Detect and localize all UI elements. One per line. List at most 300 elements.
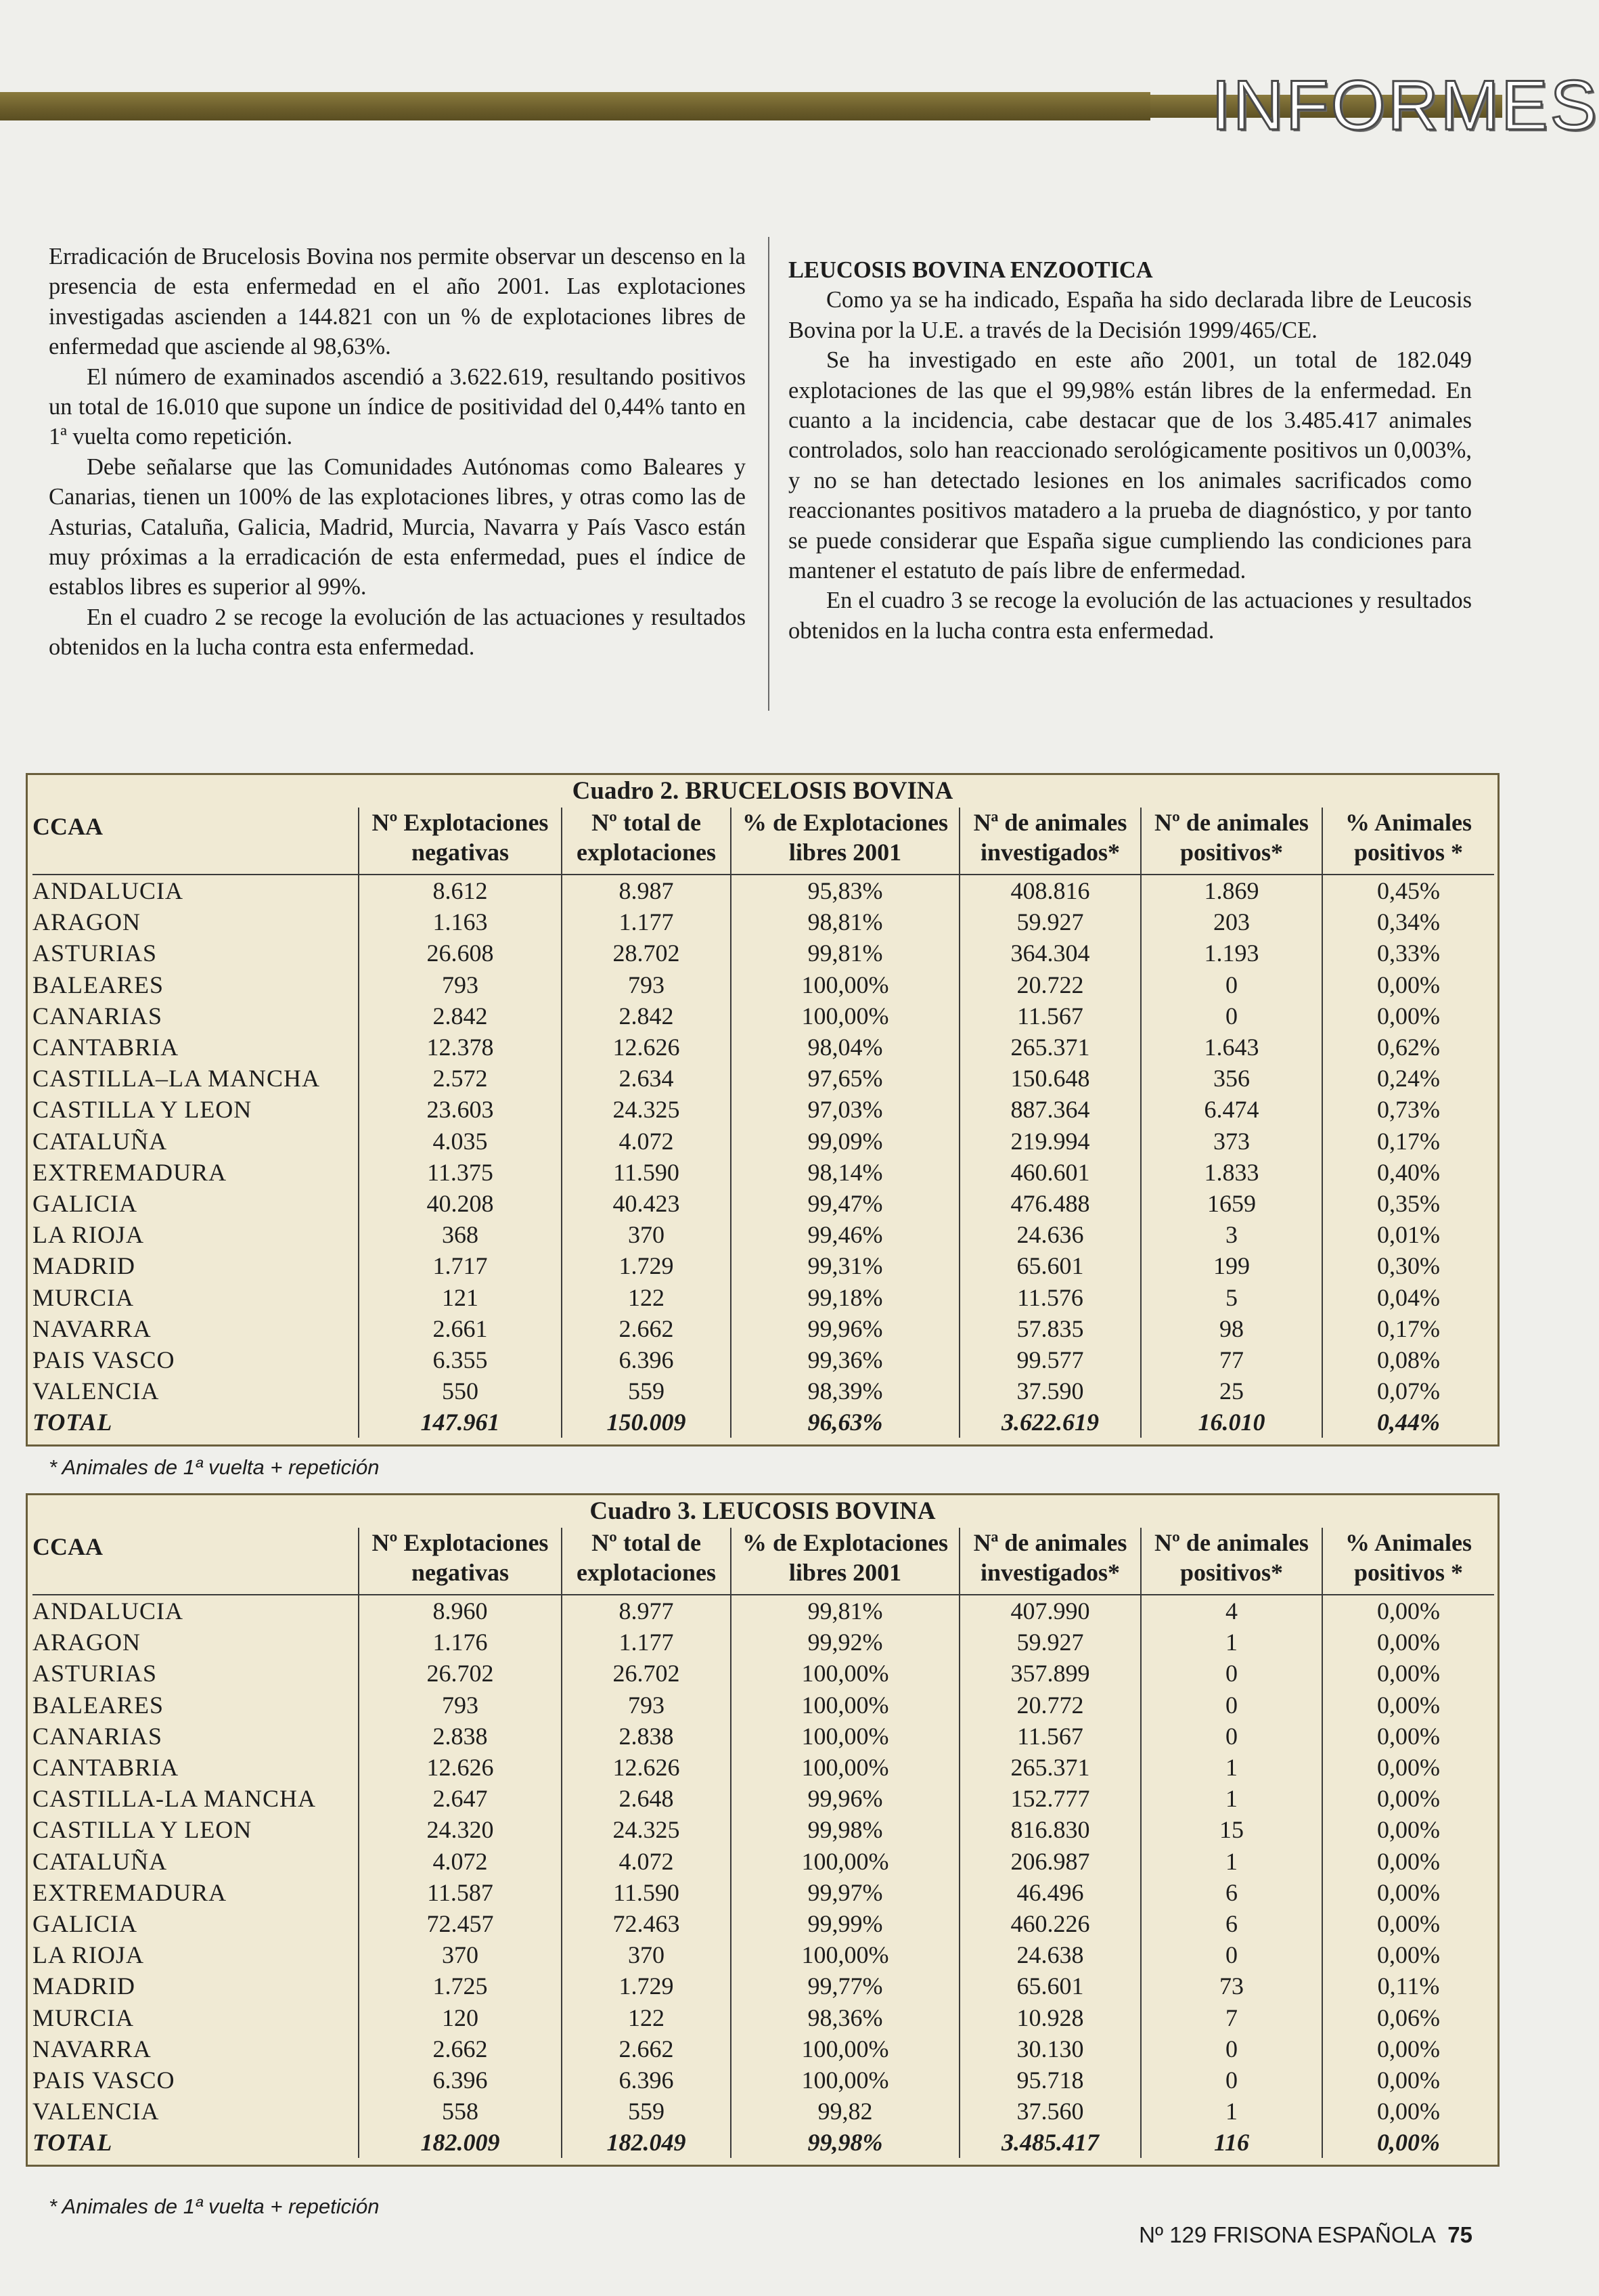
value-cell: 2.572: [359, 1063, 562, 1094]
value-cell: 1: [1141, 1783, 1322, 1814]
column-header-line: libres 2001: [788, 839, 902, 866]
value-cell: 2.648: [562, 1783, 731, 1814]
value-cell: 2.662: [562, 2033, 731, 2065]
value-cell: 1.177: [562, 906, 731, 937]
value-cell: 373: [1141, 1126, 1322, 1157]
value-cell: 120: [359, 2002, 562, 2033]
value-cell: 98,39%: [731, 1375, 960, 1407]
table-row: [32, 1063, 1494, 1094]
value-cell: 11.567: [960, 1000, 1141, 1032]
value-cell: 460.601: [960, 1157, 1141, 1188]
value-cell: 8.612: [359, 875, 562, 906]
column-header-line: Nº de animales: [1154, 1529, 1309, 1556]
value-cell: 2.842: [562, 1000, 731, 1032]
value-cell: 0,00%: [1322, 2127, 1494, 2158]
value-cell: 37.560: [960, 2096, 1141, 2127]
value-cell: 0,08%: [1322, 1344, 1494, 1375]
value-cell: 0,00%: [1322, 969, 1494, 1000]
value-cell: 1.717: [359, 1250, 562, 1281]
column-header-line: % Animales: [1345, 1529, 1472, 1556]
value-cell: 0,24%: [1322, 1063, 1494, 1094]
value-cell: 100,00%: [731, 1939, 960, 1970]
value-cell: 199: [1141, 1250, 1322, 1281]
table-row: [32, 875, 1494, 906]
value-cell: 99.577: [960, 1344, 1141, 1375]
region-cell: EXTREMADURA: [32, 1878, 227, 1906]
value-cell: 6.355: [359, 1344, 562, 1375]
column-header: [32, 808, 359, 875]
value-cell: 0,00%: [1322, 2065, 1494, 2096]
value-cell: 0: [1141, 1690, 1322, 1721]
region-cell: CATALUÑA: [32, 1847, 168, 1875]
value-cell: 0,34%: [1322, 906, 1494, 937]
column-header-line: Nº total de: [591, 1529, 701, 1556]
table-row: [32, 1814, 1494, 1845]
table-row: [32, 1032, 1494, 1063]
right-column: [788, 255, 1472, 646]
column-header: [731, 808, 960, 875]
publication-name: FRISONA ESPAÑOLA: [1213, 2222, 1435, 2247]
value-cell: 97,03%: [731, 1094, 960, 1125]
region-cell: PAIS VASCO: [32, 1346, 175, 1373]
value-cell: 10.928: [960, 2002, 1141, 2033]
column-header-line: investigados*: [980, 839, 1121, 866]
table-row: [32, 2033, 1494, 2065]
value-cell: 2.661: [359, 1313, 562, 1344]
left-paragraph: Erradicación de Brucelosis Bovina nos permite observar un descenso en la presencia de esta enfermedad en el año 2001. Las explotaciones investigadas ascienden a 144.821 con un % de explotaciones libres de enfermedad que asciende al 98,63%.: [49, 244, 746, 360]
value-cell: 1: [1141, 1752, 1322, 1783]
value-cell: 558: [359, 2096, 562, 2127]
value-cell: 7: [1141, 2002, 1322, 2033]
value-cell: 1659: [1141, 1188, 1322, 1219]
value-cell: 2.662: [359, 2033, 562, 2065]
value-cell: 3.622.619: [960, 1407, 1141, 1438]
value-cell: 99,47%: [731, 1188, 960, 1219]
value-cell: 99,98%: [731, 2127, 960, 2158]
table-row: [32, 1908, 1494, 1939]
value-cell: 356: [1141, 1063, 1322, 1094]
column-header-line: negativas: [411, 839, 509, 866]
value-cell: 1: [1141, 1627, 1322, 1658]
region-cell: CASTILLA Y LEON: [32, 1096, 252, 1124]
table-row: [32, 2065, 1494, 2096]
column-header-line: Nº total de: [591, 809, 701, 836]
region-cell: CANTABRIA: [32, 1034, 179, 1061]
region-cell: ASTURIAS: [32, 940, 158, 967]
column-header-line: positivos*: [1179, 1559, 1284, 1586]
region-cell: CANARIAS: [32, 1002, 163, 1030]
value-cell: 4: [1141, 1595, 1322, 1627]
value-cell: 23.603: [359, 1094, 562, 1125]
section-title: INFORMES: [1211, 66, 1599, 145]
column-header: [359, 1528, 562, 1595]
column-header-line: Nª de animales: [973, 809, 1127, 836]
value-cell: 6.396: [562, 1344, 731, 1375]
value-cell: 100,00%: [731, 969, 960, 1000]
value-cell: 370: [562, 1939, 731, 1970]
value-cell: 0,00%: [1322, 1752, 1494, 1783]
value-cell: 24.320: [359, 1814, 562, 1845]
table-row: [32, 1690, 1494, 1721]
header-band: [0, 92, 1150, 120]
value-cell: 550: [359, 1375, 562, 1407]
total-row: [32, 1407, 1494, 1438]
value-cell: 0,35%: [1322, 1188, 1494, 1219]
value-cell: 2.662: [562, 1313, 731, 1344]
right-paragraph: En el cuadro 3 se recoge la evolución de las actuaciones y resultados obtenidos en la lucha contra esta enfermedad.: [788, 588, 1472, 644]
column-header: [562, 1528, 731, 1595]
region-cell: LA RIOJA: [32, 1941, 145, 1969]
value-cell: 150.009: [562, 1407, 731, 1438]
table-row: [32, 1126, 1494, 1157]
value-cell: 12.626: [562, 1032, 731, 1063]
value-cell: 16.010: [1141, 1407, 1322, 1438]
value-cell: 357.899: [960, 1658, 1141, 1689]
value-cell: 98,81%: [731, 906, 960, 937]
right-paragraph: Se ha investigado en este año 2001, un total de 182.049 explotaciones de las que el 99,98% están libres de la enfermedad. En cuanto a la incidencia, cabe destacar que de los 3.485.417 animales controlados, solo han reaccionado serológicamente positivos un 0,003%, y no se han detectado lesiones en los animales sacrificados como reaccionantes positivos matadero a la prueba de diagnóstico, y por tanto se puede considerar que España sigue cumpliendo las condiciones para mantener el estatuto de país libre de enfermedad.: [788, 347, 1472, 584]
table-row: [32, 2002, 1494, 2033]
value-cell: 99,99%: [731, 1908, 960, 1939]
value-cell: 24.325: [562, 1094, 731, 1125]
region-cell: MURCIA: [32, 2004, 135, 2031]
value-cell: 4.072: [359, 1846, 562, 1877]
value-cell: 11.576: [960, 1281, 1141, 1312]
value-cell: 122: [562, 1281, 731, 1312]
column-header: [731, 1528, 960, 1595]
value-cell: 476.488: [960, 1188, 1141, 1219]
region-cell: GALICIA: [32, 1189, 137, 1217]
value-cell: 0,00%: [1322, 1000, 1494, 1032]
value-cell: 1.193: [1141, 937, 1322, 969]
table-row: [32, 1281, 1494, 1312]
value-cell: 887.364: [960, 1094, 1141, 1125]
data-table: [32, 1528, 1494, 2158]
leucosis-heading: LEUCOSIS BOVINA ENZOOTICA: [788, 257, 1153, 283]
column-header: [1322, 808, 1494, 875]
value-cell: 77: [1141, 1344, 1322, 1375]
table-title: Cuadro 2. BRUCELOSIS BOVINA: [572, 777, 953, 805]
value-cell: 407.990: [960, 1595, 1141, 1627]
table-row: [32, 1970, 1494, 2002]
value-cell: 559: [562, 2096, 731, 2127]
value-cell: 0: [1141, 2065, 1322, 2096]
value-cell: 100,00%: [731, 1721, 960, 1752]
value-cell: 95.718: [960, 2065, 1141, 2096]
value-cell: 4.035: [359, 1126, 562, 1157]
value-cell: 0,00%: [1322, 1908, 1494, 1939]
region-cell: CANARIAS: [32, 1722, 163, 1750]
value-cell: 265.371: [960, 1032, 1141, 1063]
column-header-line: Nº Explotaciones: [371, 809, 549, 836]
value-cell: 370: [562, 1219, 731, 1250]
column-header-line: explotaciones: [577, 839, 716, 866]
value-cell: 206.987: [960, 1846, 1141, 1877]
region-cell: CATALUÑA: [32, 1127, 168, 1155]
value-cell: 219.994: [960, 1126, 1141, 1157]
value-cell: 99,09%: [731, 1126, 960, 1157]
value-cell: 1.177: [562, 1627, 731, 1658]
value-cell: 24.636: [960, 1219, 1141, 1250]
table-row: [32, 1157, 1494, 1188]
column-divider: [768, 237, 769, 711]
value-cell: 99,81%: [731, 937, 960, 969]
value-cell: 1.176: [359, 1627, 562, 1658]
value-cell: 11.567: [960, 1721, 1141, 1752]
value-cell: 28.702: [562, 937, 731, 969]
table-row: [32, 937, 1494, 969]
value-cell: 20.772: [960, 1690, 1141, 1721]
value-cell: 100,00%: [731, 1752, 960, 1783]
value-cell: 26.608: [359, 937, 562, 969]
value-cell: 0,00%: [1322, 2096, 1494, 2127]
value-cell: 100,00%: [731, 1658, 960, 1689]
value-cell: 4.072: [562, 1126, 731, 1157]
column-header: [960, 1528, 1141, 1595]
value-cell: 0,44%: [1322, 1407, 1494, 1438]
value-cell: 100,00%: [731, 1000, 960, 1032]
value-cell: 0: [1141, 1721, 1322, 1752]
value-cell: 100,00%: [731, 1690, 960, 1721]
column-header-line: Nª de animales: [973, 1529, 1127, 1556]
table-row: [32, 1877, 1494, 1908]
table-row: [32, 1783, 1494, 1814]
value-cell: 8.977: [562, 1595, 731, 1627]
value-cell: 59.927: [960, 1627, 1141, 1658]
column-header: [1322, 1528, 1494, 1595]
value-cell: 99,96%: [731, 1313, 960, 1344]
region-cell: BALEARES: [32, 1691, 164, 1719]
value-cell: 0,00%: [1322, 1939, 1494, 1970]
value-cell: 8.987: [562, 875, 731, 906]
value-cell: 0,11%: [1322, 1970, 1494, 2002]
table-row: [32, 1627, 1494, 1658]
value-cell: 99,96%: [731, 1783, 960, 1814]
column-header: [562, 808, 731, 875]
region-cell: CANTABRIA: [32, 1754, 179, 1782]
region-cell: NAVARRA: [32, 1315, 152, 1342]
value-cell: 11.375: [359, 1157, 562, 1188]
issue-number: Nº 129: [1139, 2222, 1207, 2247]
value-cell: 6.396: [359, 2065, 562, 2096]
region-cell: PAIS VASCO: [32, 2066, 175, 2094]
value-cell: 1: [1141, 2096, 1322, 2127]
value-cell: 460.226: [960, 1908, 1141, 1939]
value-cell: 370: [359, 1939, 562, 1970]
value-cell: 73: [1141, 1970, 1322, 2002]
value-cell: 25: [1141, 1375, 1322, 1407]
region-cell: ANDALUCIA: [32, 877, 183, 905]
table-row: [32, 1219, 1494, 1250]
value-cell: 0,00%: [1322, 1814, 1494, 1845]
value-cell: 99,82: [731, 2096, 960, 2127]
value-cell: 40.208: [359, 1188, 562, 1219]
value-cell: 65.601: [960, 1250, 1141, 1281]
value-cell: 1.729: [562, 1250, 731, 1281]
value-cell: 152.777: [960, 1783, 1141, 1814]
value-cell: 0,45%: [1322, 875, 1494, 906]
region-cell: ASTURIAS: [32, 1660, 158, 1687]
region-cell: TOTAL: [32, 2129, 113, 2157]
value-cell: 0,00%: [1322, 1846, 1494, 1877]
value-cell: 11.590: [562, 1877, 731, 1908]
region-cell: CASTILLA–LA MANCHA: [32, 1065, 321, 1092]
table-row: [32, 1846, 1494, 1877]
value-cell: 97,65%: [731, 1063, 960, 1094]
column-header: [1141, 1528, 1322, 1595]
column-header-line: Nº de animales: [1154, 809, 1309, 836]
value-cell: 559: [562, 1375, 731, 1407]
value-cell: 0,17%: [1322, 1313, 1494, 1344]
value-cell: 37.590: [960, 1375, 1141, 1407]
value-cell: 30.130: [960, 2033, 1141, 2065]
value-cell: 8.960: [359, 1595, 562, 1627]
table-footnote: * Animales de 1ª vuelta + repetición: [49, 1455, 380, 1479]
value-cell: 2.634: [562, 1063, 731, 1094]
column-header: [359, 808, 562, 875]
value-cell: 182.009: [359, 2127, 562, 2158]
value-cell: 265.371: [960, 1752, 1141, 1783]
table-row: [32, 1250, 1494, 1281]
table-brucelosis: [26, 773, 1500, 1447]
value-cell: 0,00%: [1322, 1658, 1494, 1689]
table-leucosis: [26, 1493, 1500, 2167]
value-cell: 0,62%: [1322, 1032, 1494, 1063]
column-header-line: positivos*: [1179, 839, 1284, 866]
value-cell: 40.423: [562, 1188, 731, 1219]
value-cell: 100,00%: [731, 2033, 960, 2065]
region-cell: MURCIA: [32, 1283, 135, 1311]
total-row: [32, 2127, 1494, 2158]
value-cell: 0,00%: [1322, 1877, 1494, 1908]
left-column: [49, 242, 746, 663]
value-cell: 793: [562, 969, 731, 1000]
column-header: [960, 808, 1141, 875]
column-header-line: explotaciones: [577, 1559, 716, 1586]
value-cell: 793: [359, 969, 562, 1000]
right-paragraph: Como ya se ha indicado, España ha sido declarada libre de Leucosis Bovina por la U.E. a través de la Decisión 1999/465/CE.: [788, 287, 1472, 343]
value-cell: 99,18%: [731, 1281, 960, 1312]
value-cell: 15: [1141, 1814, 1322, 1845]
value-cell: 408.816: [960, 875, 1141, 906]
value-cell: 98: [1141, 1313, 1322, 1344]
region-cell: VALENCIA: [32, 2098, 160, 2125]
page-folio: [1139, 2222, 1472, 2249]
value-cell: 99,97%: [731, 1877, 960, 1908]
column-header-line: negativas: [411, 1559, 509, 1586]
value-cell: 99,31%: [731, 1250, 960, 1281]
value-cell: 116: [1141, 2127, 1322, 2158]
table-row: [32, 1721, 1494, 1752]
value-cell: 98,04%: [731, 1032, 960, 1063]
region-cell: BALEARES: [32, 971, 164, 998]
table-title: Cuadro 3. LEUCOSIS BOVINA: [589, 1497, 936, 1525]
column-header: [32, 1528, 359, 1595]
region-cell: VALENCIA: [32, 1377, 160, 1405]
value-cell: 100,00%: [731, 1846, 960, 1877]
value-cell: 24.325: [562, 1814, 731, 1845]
value-cell: 12.378: [359, 1032, 562, 1063]
left-paragraph: El número de examinados ascendió a 3.622.619, resultando positivos un total de 16.010 que supone un índice de positividad del 0,44% tanto en 1ª vuelta como repetición.: [49, 363, 746, 450]
value-cell: 98,14%: [731, 1157, 960, 1188]
value-cell: 1.833: [1141, 1157, 1322, 1188]
column-header-line: CCAA: [32, 1533, 103, 1560]
value-cell: 0,00%: [1322, 2033, 1494, 2065]
value-cell: 0,01%: [1322, 1219, 1494, 1250]
value-cell: 150.648: [960, 1063, 1141, 1094]
table-row: [32, 1595, 1494, 1627]
value-cell: 2.838: [562, 1721, 731, 1752]
column-header-line: positivos *: [1353, 839, 1464, 866]
value-cell: 26.702: [359, 1658, 562, 1689]
column-header-line: libres 2001: [788, 1559, 902, 1586]
value-cell: 46.496: [960, 1877, 1141, 1908]
left-paragraph: En el cuadro 2 se recoge la evolución de las actuaciones y resultados obtenidos en la lucha contra esta enfermedad.: [49, 604, 746, 661]
value-cell: 59.927: [960, 906, 1141, 937]
value-cell: 0: [1141, 1000, 1322, 1032]
value-cell: 6: [1141, 1877, 1322, 1908]
value-cell: 11.590: [562, 1157, 731, 1188]
value-cell: 122: [562, 2002, 731, 2033]
value-cell: 0,07%: [1322, 1375, 1494, 1407]
page-number: 75: [1447, 2222, 1472, 2247]
data-table: [32, 808, 1494, 1438]
value-cell: 0: [1141, 1658, 1322, 1689]
value-cell: 1.729: [562, 1970, 731, 2002]
table-row: [32, 1939, 1494, 1970]
column-header-line: % de Explotaciones: [742, 1529, 948, 1556]
value-cell: 0,17%: [1322, 1126, 1494, 1157]
value-cell: 0: [1141, 2033, 1322, 2065]
value-cell: 99,36%: [731, 1344, 960, 1375]
region-cell: EXTREMADURA: [32, 1158, 227, 1186]
table-row: [32, 1752, 1494, 1783]
value-cell: 6: [1141, 1908, 1322, 1939]
value-cell: 0,73%: [1322, 1094, 1494, 1125]
table-row: [32, 1000, 1494, 1032]
column-header-line: % de Explotaciones: [742, 809, 948, 836]
value-cell: 72.463: [562, 1908, 731, 1939]
value-cell: 6.474: [1141, 1094, 1322, 1125]
value-cell: 57.835: [960, 1313, 1141, 1344]
value-cell: 0: [1141, 1939, 1322, 1970]
value-cell: 0,33%: [1322, 937, 1494, 969]
region-cell: TOTAL: [32, 1409, 113, 1436]
value-cell: 72.457: [359, 1908, 562, 1939]
region-cell: MADRID: [32, 1972, 136, 2000]
value-cell: 12.626: [562, 1752, 731, 1783]
region-cell: ARAGON: [32, 908, 141, 936]
value-cell: 364.304: [960, 937, 1141, 969]
value-cell: 12.626: [359, 1752, 562, 1783]
value-cell: 95,83%: [731, 875, 960, 906]
value-cell: 1: [1141, 1846, 1322, 1877]
value-cell: 182.049: [562, 2127, 731, 2158]
value-cell: 3: [1141, 1219, 1322, 1250]
value-cell: 20.722: [960, 969, 1141, 1000]
value-cell: 0,40%: [1322, 1157, 1494, 1188]
column-header-line: CCAA: [32, 813, 103, 840]
value-cell: 98,36%: [731, 2002, 960, 2033]
value-cell: 65.601: [960, 1970, 1141, 2002]
column-header-line: Nº Explotaciones: [371, 1529, 549, 1556]
value-cell: 0,00%: [1322, 1627, 1494, 1658]
value-cell: 1.869: [1141, 875, 1322, 906]
value-cell: 2.842: [359, 1000, 562, 1032]
value-cell: 793: [359, 1690, 562, 1721]
value-cell: 1.163: [359, 906, 562, 937]
region-cell: GALICIA: [32, 1909, 137, 1937]
table-row: [32, 1344, 1494, 1375]
